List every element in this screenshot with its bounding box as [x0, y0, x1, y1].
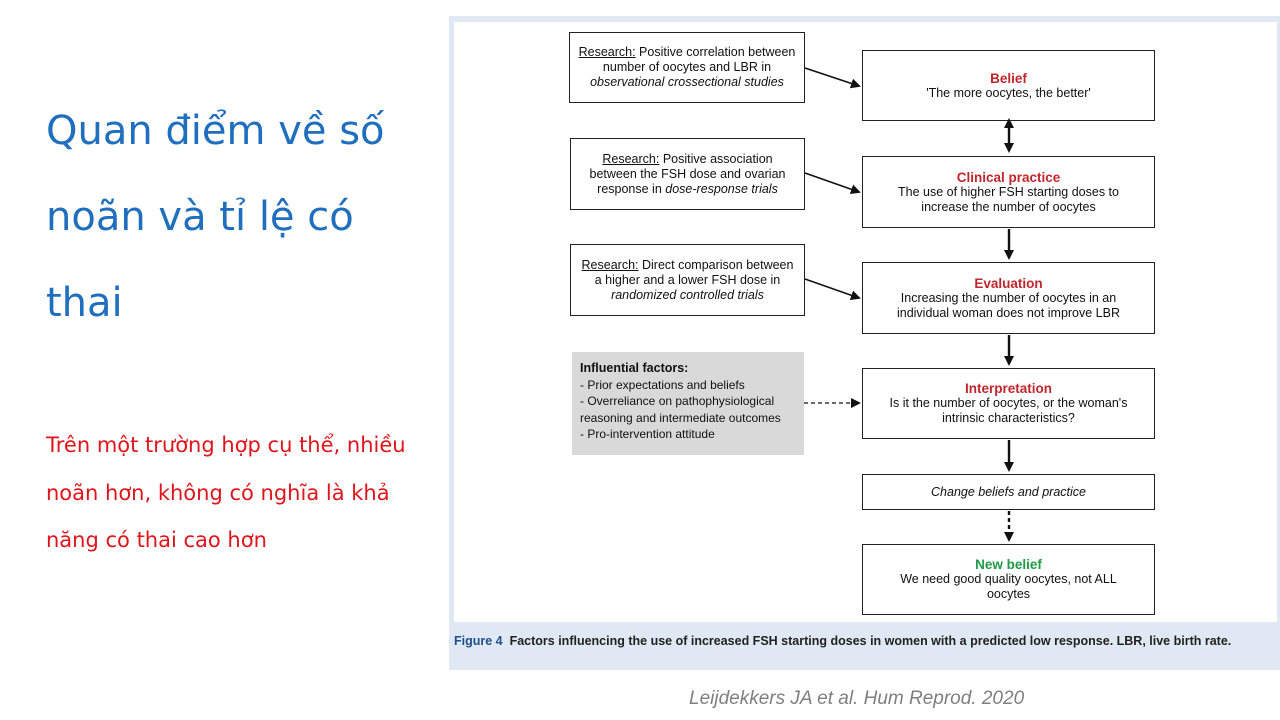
factor-item: - Overreliance on pathophysiological reasoning and intermediate outcomes — [580, 394, 781, 425]
research-design: dose-response trials — [665, 181, 778, 196]
step-text: Increasing the number of oocytes in an individual woman does not improve LBR — [896, 290, 1121, 320]
research-text: Positive correlation between number of oocytes and LBR in — [602, 45, 796, 74]
factor-item: - Pro-intervention attitude — [580, 427, 715, 441]
step-text: The use of higher FSH starting doses to increase the number of oocytes — [898, 184, 1119, 214]
factors-title: Influential factors: — [580, 361, 689, 375]
step-text: 'The more oocytes, the better' — [926, 85, 1091, 100]
arrow-research-3 — [805, 279, 859, 298]
step-title: New belief — [975, 557, 1042, 572]
factor-item: - Prior expectations and beliefs — [580, 377, 745, 392]
research-design: randomized controlled trials — [611, 287, 764, 302]
research-design: observational crossectional studies — [590, 75, 784, 89]
research-label: Research: — [581, 257, 639, 272]
citation: Leijdekkers JA et al. Hum Reprod. 2020 — [689, 688, 1025, 709]
slide-subtitle: Trên một trường hợp cụ thể, nhiều noãn hơn, không có nghĩa là khả năng có thai cao hơn — [46, 433, 406, 552]
step-title: Evaluation — [974, 275, 1043, 291]
research-text: Direct comparison between a higher and a lower FSH dose in — [594, 257, 794, 287]
arrow-research-2 — [805, 173, 859, 192]
arrow-research-1 — [805, 68, 859, 86]
research-text: Positive association between the FSH dose and ovarian response in — [589, 151, 786, 196]
caption-label: Figure 4 — [454, 634, 503, 648]
step-text: We need good quality oocytes, not ALL oocytes — [900, 572, 1117, 601]
step-text: Is it the number of oocytes, or the woman's intrinsic characteristics? — [889, 396, 1128, 425]
step-title: Clinical practice — [956, 169, 1061, 185]
research-label: Research: — [578, 45, 636, 59]
research-label: Research: — [602, 151, 660, 166]
step-title: Interpretation — [964, 381, 1052, 396]
step-text: Change beliefs and practice — [931, 484, 1086, 499]
step-title: Belief — [990, 70, 1027, 86]
slide-title: Quan điểm về số noãn và tỉ lệ có thai — [46, 108, 385, 326]
figure-caption — [454, 633, 1276, 650]
caption-text: Factors influencing the use of increased FSH starting doses in women with a predicted low response. LBR, live birth rate. — [509, 634, 1232, 648]
